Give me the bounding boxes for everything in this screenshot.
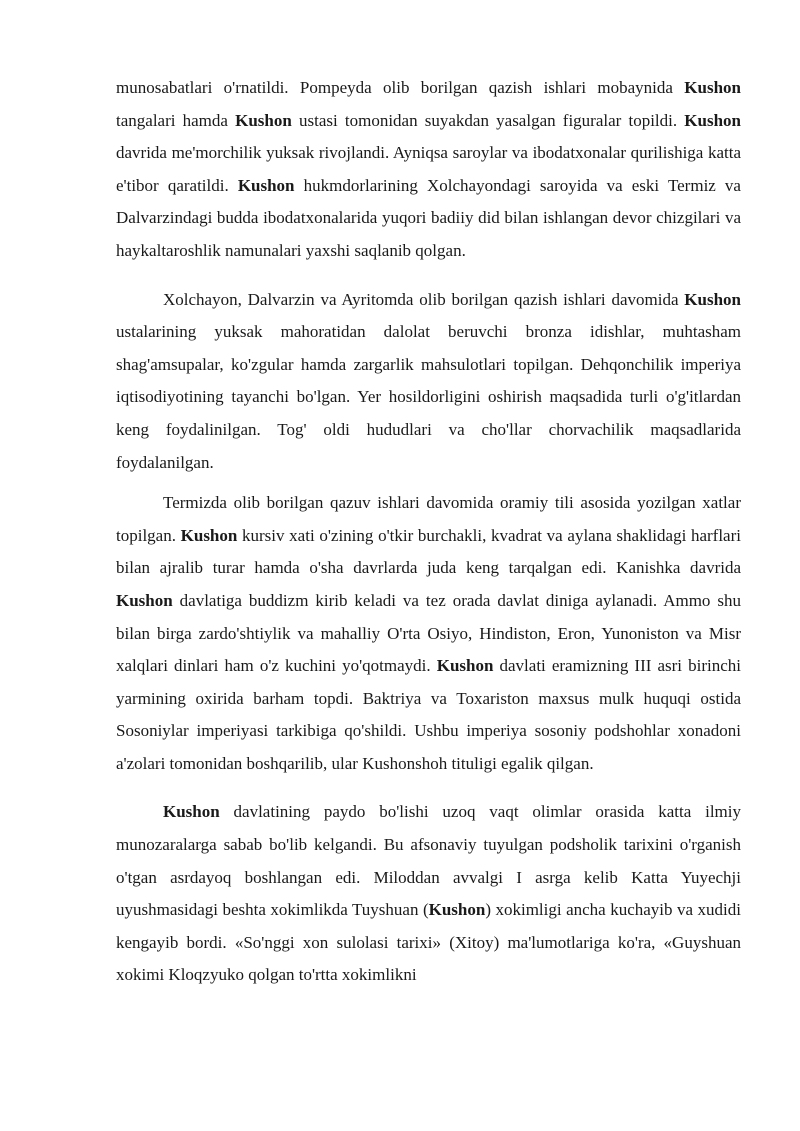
text-segment: munosabatlari o'rnatildi. Pompeyda olib borilgan qazish ishlari mobaynida — [116, 78, 685, 97]
text-segment: davrida me'morchilik yuksak rivojlandi. Ayniqsa saroylar va ibodatxonalar qurilishiga katta e'tibor qaratildi. — [116, 143, 741, 195]
bold-term: Kushon — [235, 110, 292, 130]
bold-term: Kushon — [237, 175, 295, 195]
text-segment: ustasi tomonidan suyakdan yasalgan figuralar topildi. — [291, 110, 685, 130]
text-segment: kursiv xati o'zining o'tkir burchakli, kvadrat va aylana shaklidagi harflari bilan ajralib turar hamda o'sha davrlarda juda keng tarqalgan edi. Kanishka davrida — [116, 525, 741, 578]
paragraph-4 — [116, 796, 741, 992]
paragraph-2 — [116, 284, 741, 480]
text-segment: Termizda olib borilgan qazuv ishlari davomida oramiy tili asosida yozilgan xatlar topilgan. — [116, 493, 741, 545]
bold-term: Kushon — [684, 78, 741, 97]
bold-term: Kushon — [180, 525, 238, 545]
text-segment: davlatiga buddizm kirib keladi va tez orada davlat diniga aylanadi. Ammo shu bilan birga zardo'shtiylik va mahalliy O'rta Osiyo, Hindiston, Eron, Yunoniston va Misr xalqlari dinlari ham o'z kuchini yo'qotmaydi. — [116, 590, 741, 676]
paragraph-1 — [116, 72, 741, 268]
document-page — [116, 72, 741, 992]
bold-term: Kushon — [684, 289, 741, 309]
text-segment: davlati eramizning III asri birinchi yarmining oxirida barham topdi. Baktriya va Toxariston maxsus mulk huquqi ostida Sosoniylar imperiyasi tarkibiga qo'shildi. Ushbu imperiya sosoniy podshohlar xonadoni a'zolari tomonidan boshqarilib, ular Kushonshoh tituligi egalik qilgan. — [116, 656, 741, 773]
text-segment: ustalarining yuksak mahoratidan dalolat beruvchi bronza idishlar, muhtasham shag'amsupalar, ko'zgular hamda zargarlik mahsulotlari topilgan. Dehqonchilik imperiya iqtisodiyotining tayanchi bo'lgan. Yer hosildorligini oshirish maqsadida turli o'g'itlardan keng foydalinilgan. Tog' oldi hududlari va cho'llar chorvachilik maqsadlarida foydalanilgan. — [116, 322, 741, 472]
bold-term: Kushon — [684, 110, 741, 130]
text-segment: davlatining paydo bo'lishi uzoq vaqt olimlar orasida katta ilmiy munozaralarga sabab bo'lib kelgandi. Bu afsonaviy tuyulgan podsholik tarixini o'rganish o'tgan asrdayoq boshlangan edi. Miloddan avvalgi I asrga kelib Katta Yuyechji uyushmasidagi beshta xokimlikda Tuyshuan ( — [116, 802, 741, 920]
text-segment: Xolchayon, Dalvarzin va Ayritomda olib borilgan qazish ishlari davomida — [163, 289, 685, 309]
bold-term: Kushon — [428, 900, 486, 920]
bold-term: Kushon — [116, 590, 173, 610]
bold-term: Kushon — [163, 802, 220, 822]
text-segment: hukmdorlarining Xolchayondagi saroyida va eski Termiz va Dalvarzindagi budda ibodatxonalarida yuqori badiiy did bilan ishlangan devor chizgilari va haykaltaroshlik namunalari yaxshi saqlanib qolgan. — [116, 175, 741, 260]
paragraph-3 — [116, 487, 741, 780]
text-segment: ) xokimligi ancha kuchayib va xudidi kengayib bordi. «So'nggi xon sulolasi tarixi» (Xitoy) ma'lumotlariga ko'ra, «Guyshuan xokimi Kloqzyuko qolgan to'rtta xokimlikni — [116, 900, 741, 985]
bold-term: Kushon — [436, 656, 494, 676]
text-segment: tangalari hamda — [116, 110, 236, 130]
